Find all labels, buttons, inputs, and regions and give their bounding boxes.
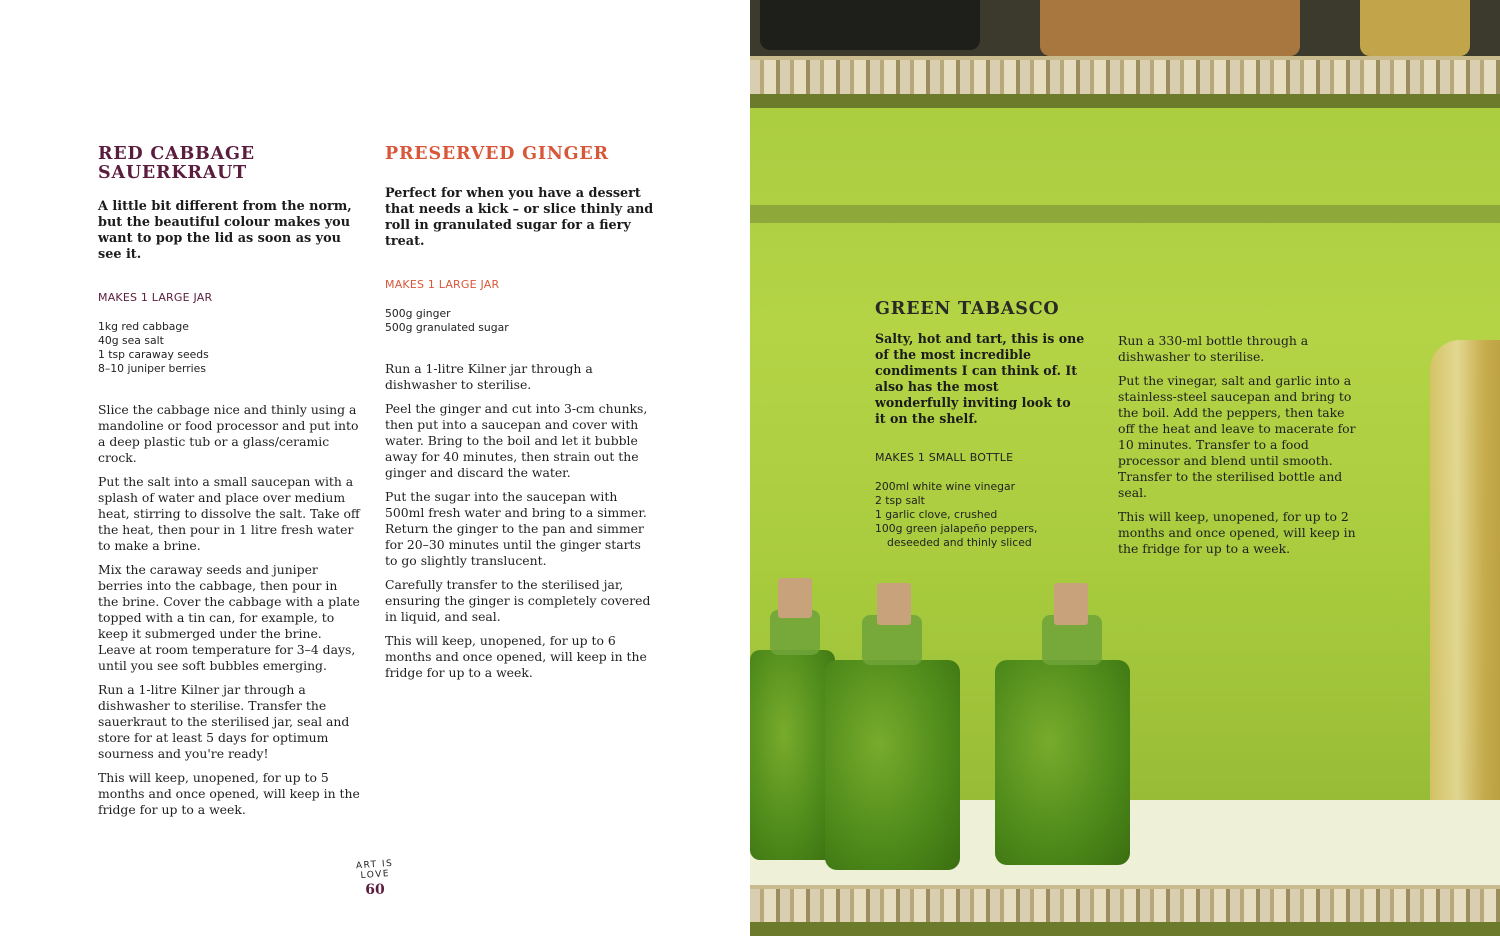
recipe-preserved-ginger xyxy=(385,145,655,689)
method-step: Run a 1-litre Kilner jar through a dishwasher to sterilise. xyxy=(385,361,593,392)
recipe-yield: MAKES 1 SMALL BOTTLE xyxy=(875,451,1014,464)
recipe-title: RED CABBAGE SAUERKRAUT xyxy=(98,144,255,183)
page-footer xyxy=(340,860,410,898)
ingredient: 8–10 juniper berries xyxy=(98,362,206,375)
recipe-intro: Salty, hot and tart, this is one of the most incredible condiments I can think of. It also has the most wonderfully inviting look to it on the shelf. xyxy=(875,331,1085,426)
recipe-yield: MAKES 1 LARGE JAR xyxy=(98,291,213,304)
ingredient: 500g ginger xyxy=(385,307,451,320)
ingredient-list xyxy=(385,307,655,335)
method-step: This will keep, unopened, for up to 2 months and once opened, will keep in the fridge for up to a week. xyxy=(1118,509,1356,556)
method-step: Put the sugar into the saucepan with 500ml fresh water and bring to a simmer. Return the ginger to the pan and simmer for 20–30 minutes until the ginger starts to go slightly translucent. xyxy=(385,489,647,568)
photo-pickle-jar xyxy=(1360,0,1470,56)
photo-shelf-edge xyxy=(750,205,1500,223)
method-step: Mix the caraway seeds and juniper berries into the cabbage, then pour in the brine. Cover the cabbage with a plate topped with a tin can, for example, to keep it submerged under the brine. Leave at room temperature for 3–4 days, until you see soft bubbles emerging. xyxy=(98,562,360,673)
photo-garlic-jar xyxy=(1430,340,1500,860)
ingredient: 1 garlic clove, crushed xyxy=(875,508,998,521)
recipe-intro: Perfect for when you have a dessert that needs a kick – or slice thinly and roll in granulated sugar for a fiery treat. xyxy=(385,186,654,249)
method-step: Put the vinegar, salt and garlic into a stainless-steel saucepan and bring to the boil. Add the peppers, then take off the heat and leave to macerate for 10 minutes. Transfer to a food processor and blend until smooth. Transfer to the sterilised bottle and seal. xyxy=(1118,373,1356,500)
ingredient: 1 tsp caraway seeds xyxy=(98,348,209,361)
ingredient: 2 tsp salt xyxy=(875,494,925,507)
section-name: ART IS LOVE xyxy=(355,858,394,882)
recipe-yield: MAKES 1 LARGE JAR xyxy=(385,278,500,291)
ingredient: 500g granulated sugar xyxy=(385,321,509,334)
recipe-red-cabbage-sauerkraut xyxy=(98,145,360,826)
photo-nut-jar xyxy=(1040,0,1300,56)
method-step: Carefully transfer to the sterilised jar, ensuring the ginger is completely covered in liquid, and seal. xyxy=(385,577,651,624)
ingredient: deseeded and thinly sliced xyxy=(887,536,1032,549)
photo-cork xyxy=(877,583,911,625)
recipe-title: PRESERVED GINGER xyxy=(385,144,609,164)
ingredient-list xyxy=(875,480,1085,550)
photo-bottle xyxy=(750,650,835,860)
photo-bottle xyxy=(995,660,1130,865)
method-step: Put the salt into a small saucepan with a splash of water and place over medium heat, stirring to dissolve the salt. Take off the heat, then pour in 1 litre fresh water to make a brine. xyxy=(98,474,360,553)
method-step: Slice the cabbage nice and thinly using a mandoline or food processor and put into a deep plastic tub or a glass/ceramic crock. xyxy=(98,402,359,465)
photo-shelf-trim xyxy=(750,56,1500,108)
method-steps xyxy=(98,402,360,818)
method-step: Peel the ginger and cut into 3-cm chunks, then put into a saucepan and cover with water. Bring to the boil and let it bubble away for 40 minutes, then strain out the ginger and discard the water. xyxy=(385,401,648,480)
recipe-title: GREEN TABASCO xyxy=(875,299,1060,319)
ingredient: 1kg red cabbage xyxy=(98,320,189,333)
recipe-intro: A little bit different from the norm, but the beautiful colour makes you want to pop the lid as soon as you see it. xyxy=(98,199,352,262)
ingredient: 200ml white wine vinegar xyxy=(875,480,1016,493)
ingredient-list xyxy=(98,320,360,376)
method-step: Run a 330-ml bottle through a dishwasher to sterilise. xyxy=(1118,333,1309,364)
ingredient: 40g sea salt xyxy=(98,334,164,347)
photo-cork xyxy=(778,578,812,618)
ingredient: 100g green jalapeño peppers, xyxy=(875,522,1038,535)
method-step: This will keep, unopened, for up to 6 months and once opened, will keep in the fridge for up to a week. xyxy=(385,633,647,680)
method-step: Run a 1-litre Kilner jar through a dishwasher to sterilise. Transfer the sauerkraut to the sterilised jar, seal and store for at least 5 days for optimum sourness and you're ready! xyxy=(98,682,350,761)
recipe-green-tabasco xyxy=(875,300,1085,550)
recipe-green-tabasco-method xyxy=(1118,333,1363,565)
method-step: This will keep, unopened, for up to 5 months and once opened, will keep in the fridge for up to a week. xyxy=(98,770,360,817)
photo-cork xyxy=(1054,583,1088,625)
photo-peppercorn-jar xyxy=(760,0,980,50)
method-steps xyxy=(385,361,655,681)
page-number: 60 xyxy=(365,882,385,898)
photo-shelf-trim xyxy=(750,885,1500,936)
photo-bottle xyxy=(825,660,960,870)
